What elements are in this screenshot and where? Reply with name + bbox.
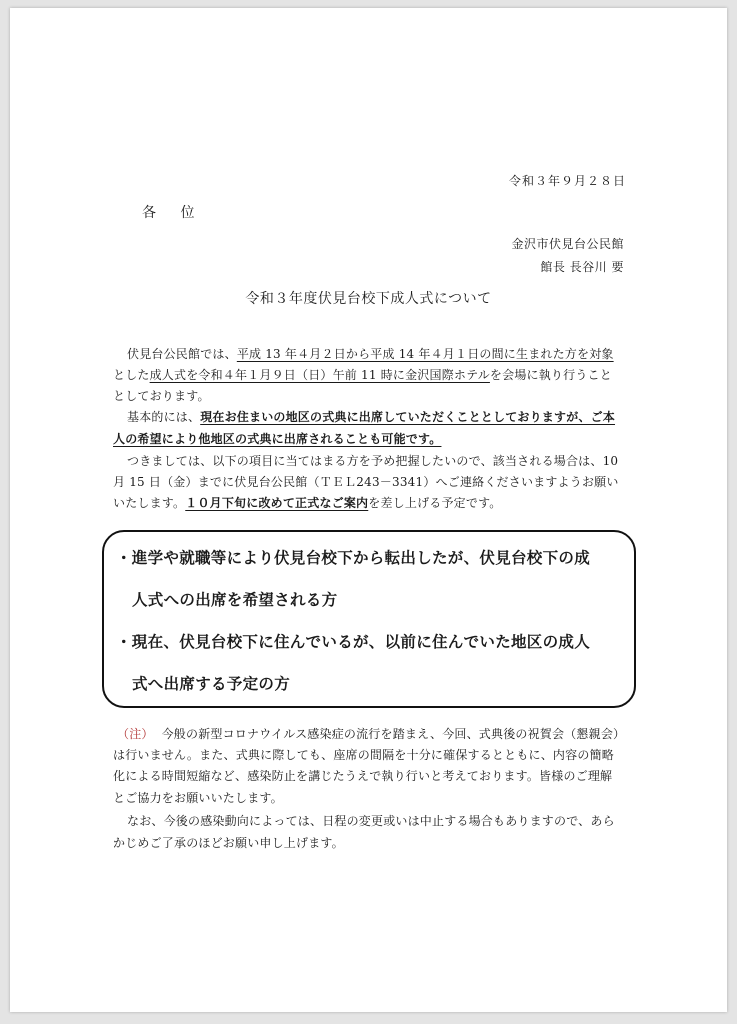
notice-label: （注） bbox=[117, 727, 154, 741]
criteria-item-1-line-2: 人式への出席を希望される方 bbox=[132, 591, 338, 609]
contact-line-2: 月 15 日（金）までに伏見台公民館（ＴＥＬ243－3341）へご連絡くださいますようお願い bbox=[113, 475, 619, 489]
criteria-box bbox=[102, 530, 636, 708]
notice-line-2: は行いません。また、式典に際しても、座席の間隔を十分に確保するとともに、内容の簡略 bbox=[113, 748, 614, 762]
notice-line-3: 化による時間短縮など、感染防止を講じたうえで執り行いと考えております。皆様のご理解 bbox=[113, 769, 613, 783]
addressee: 各 位 bbox=[142, 205, 205, 221]
notice-line-6: かじめご了承のほどお願い申し上げます。 bbox=[113, 836, 344, 850]
notice-line-4: とご協力をお願いいたします。 bbox=[113, 791, 283, 805]
policy-line-2: 人の希望により他地区の式典に出席されることも可能です。 bbox=[113, 432, 442, 446]
document-date: 令和３年９月２８日 bbox=[508, 174, 626, 188]
policy-line-1: 基本的には、現在お住まいの地区の式典に出席していただくこととしておりますが、ご本 bbox=[127, 410, 616, 424]
notice-line-1: （注） 今般の新型コロナウイルス感染症の流行を踏まえ、今回、式典後の祝賀会（懇親会） bbox=[117, 727, 626, 741]
contact-line-3: いたします。１０月下旬に改めて正式なご案内を差し上げる予定です。 bbox=[113, 496, 502, 510]
document-title: 令和３年度伏見台校下成人式について bbox=[245, 291, 492, 307]
notice-line-5: なお、今後の感染動向によっては、日程の変更或いは中止する場合もありますので、あら bbox=[127, 814, 615, 828]
contact-line-1: つきましては、以下の項目に当てはまる方を予め把握したいので、該当される場合は、10 bbox=[127, 454, 619, 468]
criteria-item-2-line-2: 式へ出席する予定の方 bbox=[132, 675, 291, 693]
intro-line-2: とした成人式を令和４年１月９日（日）午前 11 時に金沢国際ホテルを会場に執り行うこと bbox=[113, 368, 612, 382]
sender-organization: 金沢市伏見台公民館 bbox=[511, 237, 624, 251]
intro-line-1: 伏見台公民館では、平成 13 年４月２日から平成 14 年４月１日の間に生まれた方を対象 bbox=[127, 347, 614, 361]
sender-name: 館長 長谷川 要 bbox=[540, 260, 624, 274]
criteria-item-2-line-1: ・現在、伏見台校下に住んでいるが、以前に住んでいた地区の成人 bbox=[116, 633, 591, 651]
intro-line-3: としております。 bbox=[113, 389, 210, 403]
criteria-item-1-line-1: ・進学や就職等により伏見台校下から転出したが、伏見台校下の成 bbox=[116, 549, 591, 567]
